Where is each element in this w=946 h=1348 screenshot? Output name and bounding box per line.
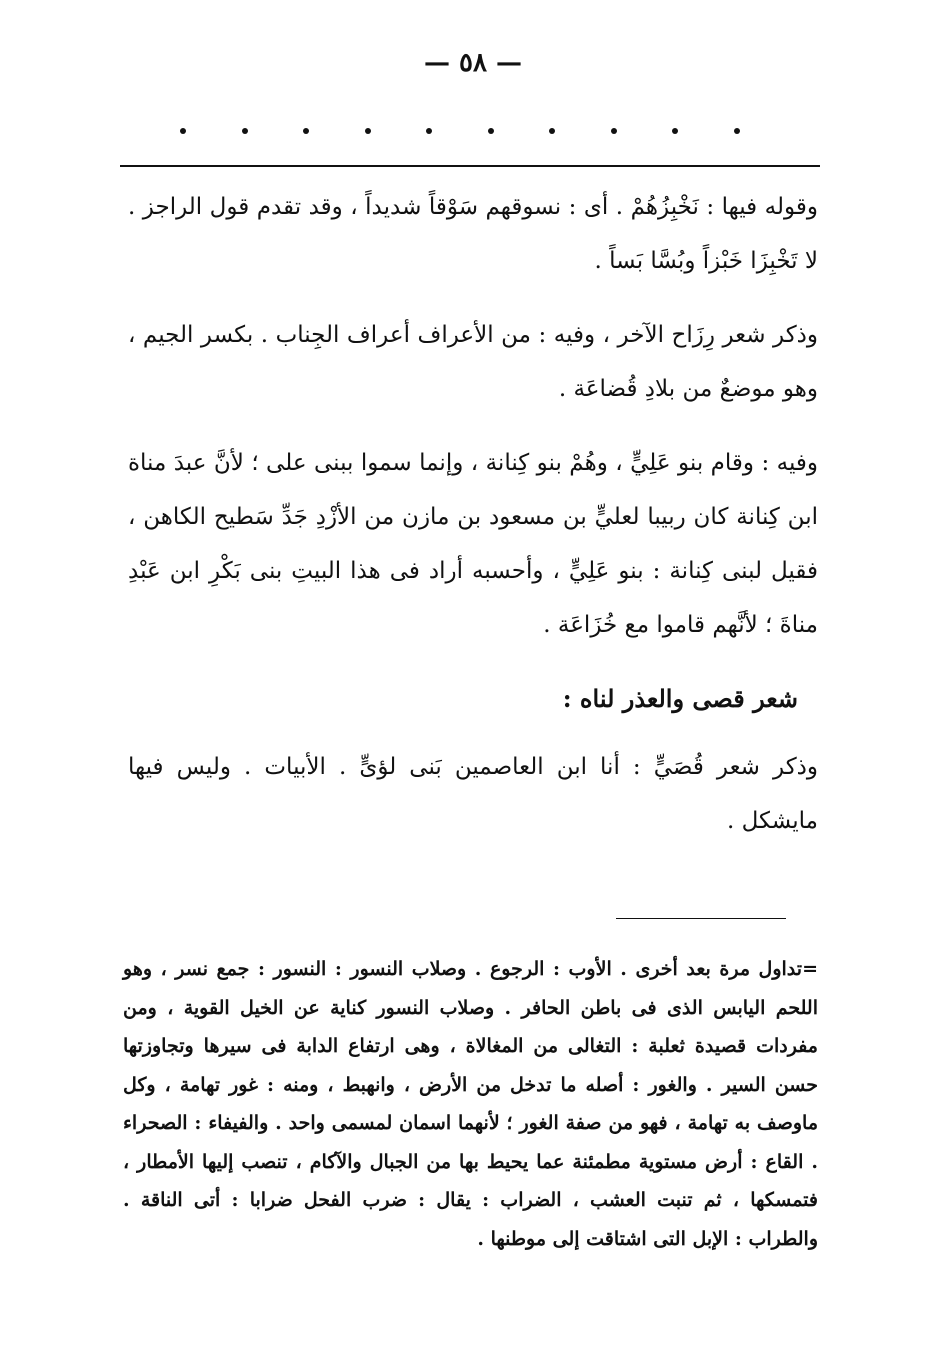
- footnote: [123, 950, 818, 1258]
- paragraph-3: وفيه : وقام بنو عَلِيٍّ ، وهُمْ بنو كِنانة ، وإنما سموا ببنى على ؛ لأنَّ عبدَ مناة ابن كِنانة كان ربيبا لعليٍّ بن مسعود بن مازن من الأزْدِ جَدِّ سَطيح الكاهن ، فقيل لبنى كِنانة : بنو عَلِيٍّ ، وأحسبه أراد فى هذا البيتِ بنى بَكْرِ ابن عَبْدِ مناةَ ؛ لأنَّهم قاموا مع خُزَاعَة .: [128, 450, 818, 638]
- divider-dot: [242, 128, 248, 134]
- divider-dot: [488, 128, 494, 134]
- divider-dot: [672, 128, 678, 134]
- divider-dot: [426, 128, 432, 134]
- divider-dot: [549, 128, 555, 134]
- divider-dot: [734, 128, 740, 134]
- header-rule: [120, 165, 820, 167]
- paragraph-1: وقوله فيها : نَخْبِزُهُمْ . أى : نسوقهم سَوْقاً شديداً ، وقد تقدم قول الراجز . لا تَخْبِزَا خَبْزاً وبُسَّا بَساً .: [128, 194, 818, 274]
- divider-dot: [303, 128, 309, 134]
- page-number: — ٥٨ —: [423, 48, 523, 78]
- footnote-rule: [616, 918, 786, 919]
- footnote-text: =تداول مرة بعد أخرى . الأوب : الرجوع . وصلاب النسور : النسور : جمع نسر ، وهو اللحم اليابس الذى فى باطن الحافر . وصلاب النسور كناية عن الخيل القوية ، ومن مفردات قصيدة ثعلبة : التغالى من المغالاة ، وهى ارتفاع الدابة فى سيرها وتجاوزتها حسن السير . والغور : أصله ما تدخل من الأرض ، وانهبط ، ومنه : غور تهامة ، وكل ماوصف به تهامة ، فهو من صفة الغور ؛ لأنهما اسمان لمسمى واحد . والفيفاء : الصحراء . القاع : أرض مستوية مطمئنة عما يحيط بها من الجبال والآكام ، تنصب إليها الأمطار ، فتمسكها ، ثم تنبت العشب ، الضراب : يقال : ضرب الفحل ضرابا : أتى الناقة . والطراب : الإبل التى اشتاقت إلى موطنها .: [123, 958, 818, 1250]
- section-heading: شعر قصى والعذر لناه :: [562, 684, 798, 713]
- divider-dots: [180, 128, 740, 134]
- divider-dot: [611, 128, 617, 134]
- main-text: [128, 180, 818, 868]
- divider-dot: [180, 128, 186, 134]
- section-paragraph: وذكر شعر قُصَيٍّ : أنا ابن العاصمين بَنى لؤىٍّ . الأبيات . وليس فيها مايشكل .: [128, 754, 818, 834]
- paragraph-2: وذكر شعر رِزَاح الآخر ، وفيه : من الأعراف أعراف الجِناب . بكسر الجيم ، وهو موضعٌ من بلادِ قُضاعَة .: [128, 322, 818, 402]
- divider-dot: [365, 128, 371, 134]
